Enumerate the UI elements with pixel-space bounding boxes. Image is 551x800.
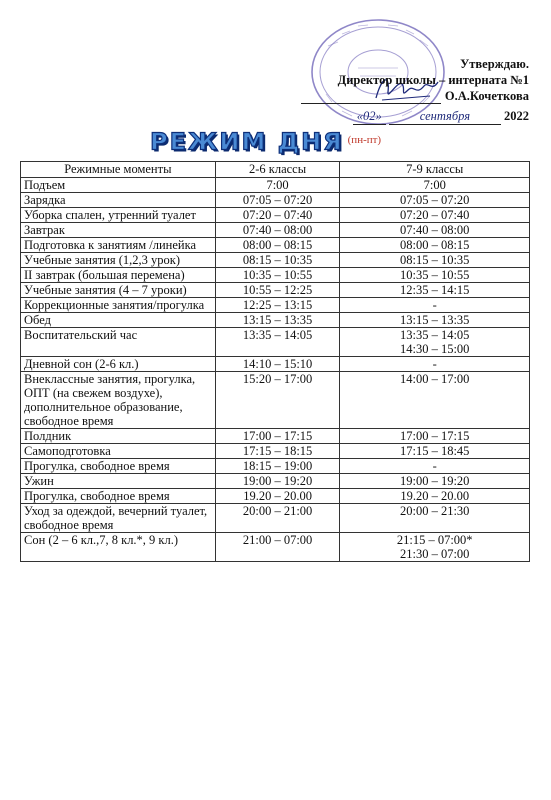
activity-cell: Учебные занятия (1,2,3 урок): [21, 253, 216, 268]
time-value: 21:00 – 07:00: [242, 533, 313, 547]
time-cell-grades-7-9: [340, 223, 530, 238]
schedule-body: [21, 178, 530, 562]
table-row: [21, 372, 530, 429]
time-value: -: [432, 357, 437, 371]
activity-cell: Прогулка, свободное время: [21, 459, 216, 474]
time-cell-grades-2-6: [215, 489, 340, 504]
time-value: 17:00 – 17:15: [399, 429, 470, 443]
approval-date-year: 2022: [504, 109, 529, 123]
table-row: [21, 328, 530, 357]
time-value: 13:15 – 13:35: [242, 313, 313, 327]
time-cell-grades-7-9: [340, 474, 530, 489]
table-row: [21, 459, 530, 474]
time-cell-grades-2-6: [215, 178, 340, 193]
activity-cell: Прогулка, свободное время: [21, 489, 216, 504]
activity-cell: Воспитательский час: [21, 328, 216, 357]
time-value: 07:05 – 07:20: [399, 193, 470, 207]
activity-cell: Дневной сон (2-6 кл.): [21, 357, 216, 372]
time-cell-grades-7-9: [340, 489, 530, 504]
time-cell-grades-2-6: [215, 253, 340, 268]
time-cell-grades-7-9: [340, 178, 530, 193]
table-row: [21, 298, 530, 313]
time-cell-grades-2-6: [215, 208, 340, 223]
table-row: [21, 489, 530, 504]
time-value: 07:40 – 08:00: [399, 223, 470, 237]
approval-date: [289, 108, 529, 125]
page-title: РЕЖИМ ДНЯ: [150, 128, 344, 156]
table-row: [21, 208, 530, 223]
table-row: [21, 444, 530, 459]
approval-date-day: «02»: [353, 108, 386, 125]
table-row: [21, 268, 530, 283]
time-cell-grades-7-9: [340, 238, 530, 253]
time-cell-grades-7-9: [340, 429, 530, 444]
table-row: [21, 313, 530, 328]
time-cell-grades-2-6: [215, 193, 340, 208]
time-cell-grades-7-9: [340, 444, 530, 459]
activity-cell: Обед: [21, 313, 216, 328]
time-cell-grades-2-6: [215, 268, 340, 283]
activity-cell: II завтрак (большая перемена): [21, 268, 216, 283]
time-value: 13:15 – 13:35: [399, 313, 470, 327]
time-cell-grades-7-9: [340, 328, 530, 357]
time-value: 08:00 – 08:15: [399, 238, 470, 252]
activity-cell: Подготовка к занятиям /линейка: [21, 238, 216, 253]
header-activity: Режимные моменты: [21, 162, 216, 178]
activity-cell: Полдник: [21, 429, 216, 444]
table-header-row: [21, 162, 530, 178]
activity-cell: Завтрак: [21, 223, 216, 238]
time-cell-grades-7-9: [340, 504, 530, 533]
time-cell-grades-7-9: [340, 208, 530, 223]
time-cell-grades-7-9: [340, 533, 530, 562]
approval-director-name: О.А.Кочеткова: [444, 89, 529, 103]
time-value: 20:00 – 21:00: [242, 504, 313, 518]
approval-name-row: [289, 88, 529, 104]
table-row: [21, 253, 530, 268]
time-value: 17:15 – 18:45: [399, 444, 470, 458]
time-value: 17:00 – 17:15: [242, 429, 313, 443]
table-row: [21, 504, 530, 533]
signature-line: [301, 91, 441, 104]
activity-cell: Коррекционные занятия/прогулка: [21, 298, 216, 313]
time-cell-grades-2-6: [215, 238, 340, 253]
activity-cell: Ужин: [21, 474, 216, 489]
time-value: 07:40 – 08:00: [242, 223, 313, 237]
time-cell-grades-7-9: [340, 357, 530, 372]
page-subtitle: (пн-пт): [347, 134, 382, 146]
table-row: [21, 283, 530, 298]
time-cell-grades-7-9: [340, 193, 530, 208]
daily-schedule-table: [20, 161, 530, 562]
time-value: 15:20 – 17:00: [242, 372, 313, 386]
time-cell-grades-7-9: [340, 459, 530, 474]
approval-position: Директор школы – интерната №1: [337, 73, 529, 87]
table-row: [21, 474, 530, 489]
time-value: 19:00 – 19:20: [399, 474, 470, 488]
time-cell-grades-2-6: [215, 283, 340, 298]
time-value: 14:00 – 17:00: [399, 372, 470, 386]
time-value: 10:35 – 10:55: [242, 268, 313, 282]
time-value: 17:15 – 18:15: [242, 444, 313, 458]
time-cell-grades-7-9: [340, 283, 530, 298]
time-value: 7:00: [266, 178, 289, 192]
time-value: 18:15 – 19:00: [242, 459, 313, 473]
time-value: 13:35 – 14:05: [242, 328, 313, 342]
approval-title: Утверждаю.: [460, 57, 529, 71]
time-value: 08:00 – 08:15: [242, 238, 313, 252]
header-grades-7-9: 7-9 классы: [340, 162, 530, 178]
activity-cell: Уборка спален, утренний туалет: [21, 208, 216, 223]
table-row: [21, 223, 530, 238]
time-value: 07:20 – 07:40: [242, 208, 313, 222]
time-value: 12:25 – 13:15: [242, 298, 313, 312]
time-cell-grades-7-9: [340, 253, 530, 268]
time-cell-grades-7-9: [340, 268, 530, 283]
time-value: 19.20 – 20.00: [400, 489, 470, 503]
time-cell-grades-2-6: [215, 223, 340, 238]
time-value: 21:15 – 07:00*: [396, 533, 473, 547]
time-value: 14:30 – 15:00: [399, 342, 470, 356]
time-value: 08:15 – 10:35: [399, 253, 470, 267]
time-value: -: [432, 459, 437, 473]
table-row: [21, 193, 530, 208]
time-value: 07:20 – 07:40: [399, 208, 470, 222]
time-value: 19:00 – 19:20: [242, 474, 313, 488]
time-value: 19.20 – 20.00: [243, 489, 312, 503]
time-cell-grades-2-6: [215, 429, 340, 444]
time-cell-grades-2-6: [215, 504, 340, 533]
time-value: 10:55 – 12:25: [242, 283, 313, 297]
time-value: 13:35 – 14:05: [399, 328, 470, 342]
time-value: 10:35 – 10:55: [399, 268, 470, 282]
time-cell-grades-2-6: [215, 372, 340, 429]
activity-cell: Зарядка: [21, 193, 216, 208]
time-value: 14:10 – 15:10: [242, 357, 313, 371]
time-cell-grades-7-9: [340, 313, 530, 328]
time-cell-grades-2-6: [215, 474, 340, 489]
approval-block: [289, 56, 529, 125]
approval-date-month: сентября: [389, 108, 501, 125]
time-cell-grades-2-6: [215, 444, 340, 459]
header-grades-2-6: 2-6 классы: [215, 162, 340, 178]
time-cell-grades-2-6: [215, 313, 340, 328]
time-cell-grades-7-9: [340, 372, 530, 429]
table-row: [21, 178, 530, 193]
activity-cell: Уход за одеждой, вечерний туалет, свободное время: [21, 504, 216, 533]
time-cell-grades-2-6: [215, 357, 340, 372]
activity-cell: Учебные занятия (4 – 7 уроки): [21, 283, 216, 298]
time-value: 12:35 – 14:15: [399, 283, 470, 297]
page-title-block: [150, 128, 450, 160]
activity-cell: Сон (2 – 6 кл.,7, 8 кл.*, 9 кл.): [21, 533, 216, 562]
time-value: -: [432, 298, 437, 312]
table-row: [21, 357, 530, 372]
time-cell-grades-2-6: [215, 459, 340, 474]
time-value: 08:15 – 10:35: [242, 253, 313, 267]
activity-cell: Внеклассные занятия, прогулка, ОПТ (на свежем воздухе), дополнительное образование, свободное время: [21, 372, 216, 429]
table-row: [21, 238, 530, 253]
table-row: [21, 429, 530, 444]
table-row: [21, 533, 530, 562]
time-cell-grades-2-6: [215, 328, 340, 357]
time-value: 7:00: [423, 178, 446, 192]
time-value: 07:05 – 07:20: [242, 193, 313, 207]
activity-cell: Самоподготовка: [21, 444, 216, 459]
time-cell-grades-7-9: [340, 298, 530, 313]
time-cell-grades-2-6: [215, 533, 340, 562]
activity-cell: Подъем: [21, 178, 216, 193]
time-cell-grades-2-6: [215, 298, 340, 313]
time-value: 21:30 – 07:00: [399, 547, 470, 561]
time-value: 20:00 – 21:30: [399, 504, 470, 518]
